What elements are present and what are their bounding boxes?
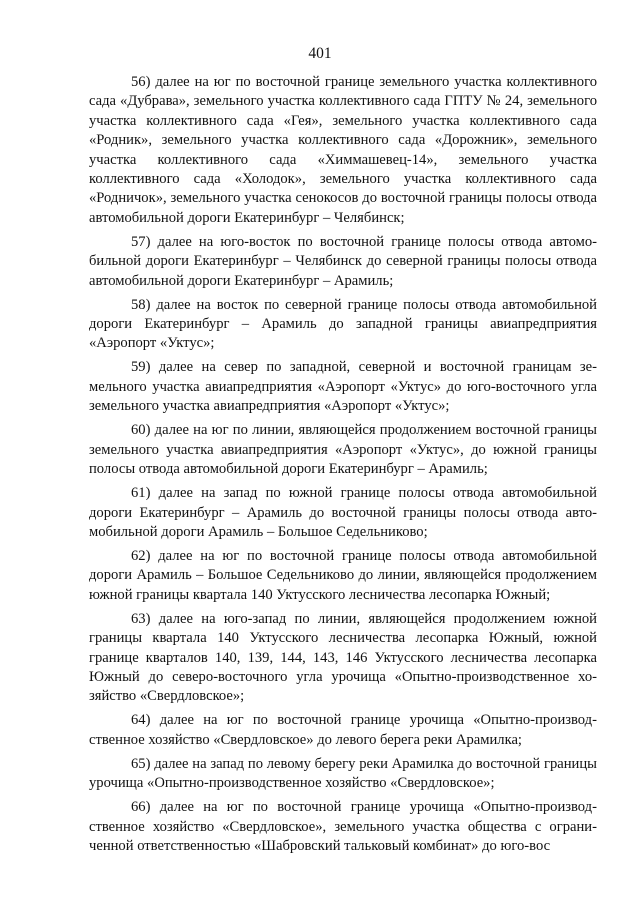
paragraph-60: 60) далее на юг по линии, являющейся продолжением восточной границы земельного участка авиапредприятия «Аэропорт «Уктус», до южной границы полосы отвода автомобильной дороги Екатеринбург – Арамиль; [89, 422, 597, 478]
document-body [89, 73, 597, 856]
paragraph-64: 64) далее на юг по восточной границе урочища «Опытно-производственное хозяйство «Свердловское» до левого берега реки Арамилка; [89, 712, 597, 748]
paragraph-56: 56) далее на юг по восточной границе земельного участка коллективного сада «Дубрава», земельного участка коллективного сада ГПТУ № 24, земельного участка коллективного сада «Гея», земельного участка коллективного сада «Родник», земельного участка коллективного сада «Дорожник», земельного участка коллективного сада «Химмашевец-14», земельного участка коллективного сада «Холодок», земельного участка коллективного сада «Родничок», земельного участка сенокосов до восточной границы полосы отвода автомобильной дороги Екатеринбург – Челябинск; [89, 74, 597, 226]
paragraph-59: 59) далее на север по западной, северной и восточной границам земельного участка авиапредприятия «Аэропорт «Уктус» до юго-восточного угла земельного участка авиапредприятия «Аэропорт «Уктус»; [89, 359, 597, 415]
paragraph-62: 62) далее на юг по восточной границе полосы отвода автомобильной дороги Арамиль – Большое Седельниково до линии, являющейся продолжением южной границы квартала 140 Уктусского лесничества лесопарка Южный; [89, 547, 597, 603]
paragraph-58: 58) далее на восток по северной границе полосы отвода автомобильной дороги Екатеринбург – Арамиль до западной границы авиапредприятия «Аэропорт «Уктус»; [89, 296, 597, 352]
paragraph-57: 57) далее на юго-восток по восточной границе полосы отвода автомобильной дороги Екатеринбург – Челябинск до северной границы полосы отвода автомобильной дороги Екатеринбург – Арамиль; [89, 233, 597, 289]
page-number: 401 [308, 45, 332, 62]
paragraph-63: 63) далее на юго-запад по линии, являющейся продолжением южной границы квартала 140 Уктусского лесничества лесопарка Южный, южной границе кварталов 140, 139, 144, 143, 146 Уктусского лесничества лесопарка Южный до северо-восточного угла урочища «Опытно-производственное хозяйство «Свердловское»; [89, 610, 597, 705]
paragraph-61: 61) далее на запад по южной границе полосы отвода автомобильной дороги Екатеринбург – Арамиль до восточной границы полосы отвода автомобильной дороги Арамиль – Большое Седельниково; [89, 485, 597, 540]
paragraph-66: 66) далее на юг по восточной границе урочища «Опытно-производственное хозяйство «Свердловское», земельного участка общества с ограниченной ответственностью «Шабровский тальковый комбинат» до юго-вос [89, 799, 597, 854]
paragraph-65: 65) далее на запад по левому берегу реки Арамилка до восточной границы урочища «Опытно-производственное хозяйство «Свердловское»; [89, 755, 597, 792]
